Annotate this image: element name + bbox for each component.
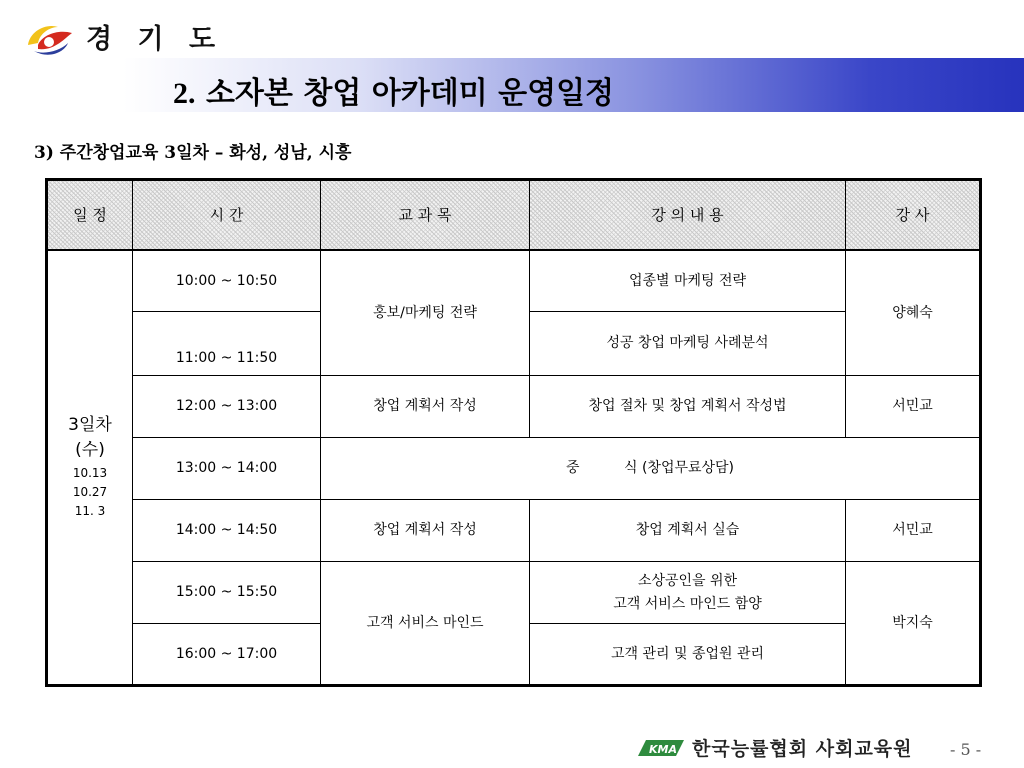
gyeonggi-logo: [24, 14, 234, 58]
content-cell: [530, 562, 846, 624]
day-label: 3일차: [68, 414, 112, 435]
content-line: 고객 서비스 마인드 함양: [613, 595, 762, 612]
subject-cell: 창업 계획서 작성: [321, 500, 530, 562]
day-date: 10.13: [72, 465, 108, 480]
table-row: [47, 250, 981, 312]
page-title: [173, 68, 614, 112]
kma-logo-text: KMA: [649, 742, 677, 756]
table-header-row: [47, 180, 981, 250]
time-cell: 11:00 ~ 11:50: [133, 312, 321, 376]
table-row: [47, 376, 981, 438]
page-number: - 5 -: [950, 740, 982, 759]
subject-cell: 창업 계획서 작성: [321, 376, 530, 438]
header-day: 일 정: [47, 180, 133, 250]
footer-org-logo: [636, 734, 913, 761]
section-subtitle: 3) 주간창업교육 3일차 – 화성, 성남, 시흥: [34, 143, 352, 163]
time-cell: 13:00 ~ 14:00: [133, 438, 321, 500]
instructor-cell: 양혜숙: [846, 250, 981, 376]
day-cell: [47, 250, 133, 686]
schedule-table: [45, 178, 982, 687]
day-weekday: (수): [75, 440, 105, 461]
table-row: [47, 500, 981, 562]
content-cell: 창업 계획서 실습: [530, 500, 846, 562]
table-row: [47, 438, 981, 500]
instructor-cell: 서민교: [846, 500, 981, 562]
header-instructor: 강 사: [846, 180, 981, 250]
subject-cell: 고객 서비스 마인드: [321, 562, 530, 686]
gyeonggi-emblem-icon: [24, 15, 76, 57]
logo-text: 경 기 도: [86, 23, 224, 55]
footer-org-name: 한국능률협회 사회교육원: [692, 738, 913, 760]
lunch-cell: 중 식 (창업무료상담): [321, 438, 981, 500]
instructor-cell: 서민교: [846, 376, 981, 438]
time-cell: 14:00 ~ 14:50: [133, 500, 321, 562]
content-cell: 성공 창업 마케팅 사례분석: [530, 312, 846, 376]
day-date: 11. 3: [74, 504, 106, 519]
time-cell: 15:00 ~ 15:50: [133, 562, 321, 624]
time-cell: 16:00 ~ 17:00: [133, 624, 321, 686]
instructor-cell: 박지숙: [846, 562, 981, 686]
subject-cell: 홍보/마케팅 전략: [321, 250, 530, 376]
header-time: 시 간: [133, 180, 321, 250]
title-text: 소자본 창업 아카데미 운영일정: [205, 76, 615, 111]
content-cell: 업종별 마케팅 전략: [530, 250, 846, 312]
time-cell: 10:00 ~ 10:50: [133, 250, 321, 312]
header-content: 강 의 내 용: [530, 180, 846, 250]
header-subject: 교 과 목: [321, 180, 530, 250]
kma-logo-icon: [636, 736, 686, 760]
title-number: 2.: [173, 77, 196, 110]
content-line: 소상공인을 위한: [637, 573, 738, 590]
table-row: [47, 562, 981, 624]
day-date: 10.27: [72, 485, 108, 500]
content-cell: 창업 절차 및 창업 계획서 작성법: [530, 376, 846, 438]
content-cell: 고객 관리 및 종업원 관리: [530, 624, 846, 686]
time-cell: 12:00 ~ 13:00: [133, 376, 321, 438]
